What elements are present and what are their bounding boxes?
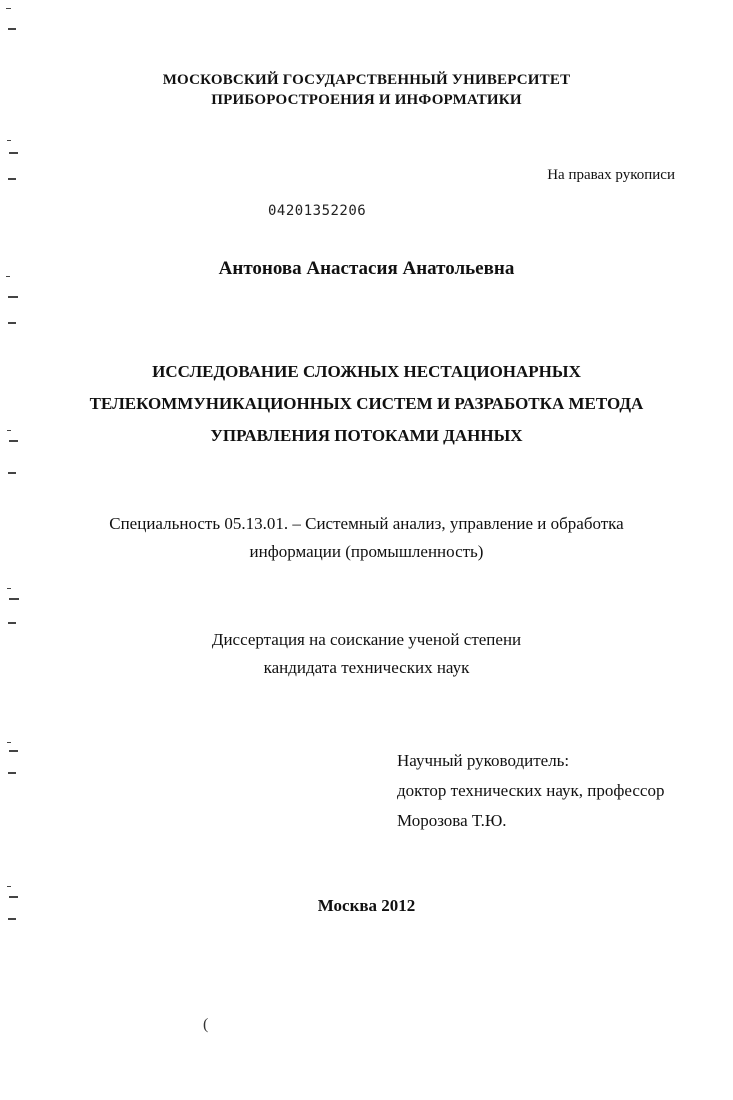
dissertation-line-2: кандидата технических наук [263,658,470,677]
thesis-title [0,356,733,452]
city-year: Москва 2012 [317,896,416,915]
rights-note: На правах рукописи [547,167,675,183]
author-name: Антонова Анастасия Анатольевна [218,258,515,279]
university-line-1: МОСКОВСКИЙ ГОСУДАРСТВЕННЫЙ УНИВЕРСИТЕТ [162,72,571,88]
advisor-degree: доктор технических наук, профессор [397,781,665,800]
university-line-2: ПРИБОРОСТРОЕНИЯ И ИНФОРМАТИКИ [211,92,522,108]
specialty-line-2: информации (промышленность) [249,542,484,561]
specialty [0,510,733,566]
dissertation-degree [0,626,733,682]
stray-mark: ( [203,1016,209,1033]
scientific-advisor [397,746,664,836]
title-line-3: УПРАВЛЕНИЯ ПОТОКАМИ ДАННЫХ [210,426,523,445]
title-line-2: ТЕЛЕКОММУНИКАЦИОННЫХ СИСТЕМ И РАЗРАБОТКА МЕТОДА [89,394,644,413]
catalog-code: 04201352206 [268,203,367,219]
advisor-label: Научный руководитель: [397,751,570,770]
specialty-line-1: Специальность 05.13.01. – Системный анализ, управление и обработка [109,514,624,533]
dissertation-line-1: Диссертация на соискание ученой степени [211,630,522,649]
university-name [0,70,733,110]
advisor-name: Морозова Т.Ю. [397,811,507,830]
title-line-1: ИССЛЕДОВАНИЕ СЛОЖНЫХ НЕСТАЦИОНАРНЫХ [152,362,581,381]
